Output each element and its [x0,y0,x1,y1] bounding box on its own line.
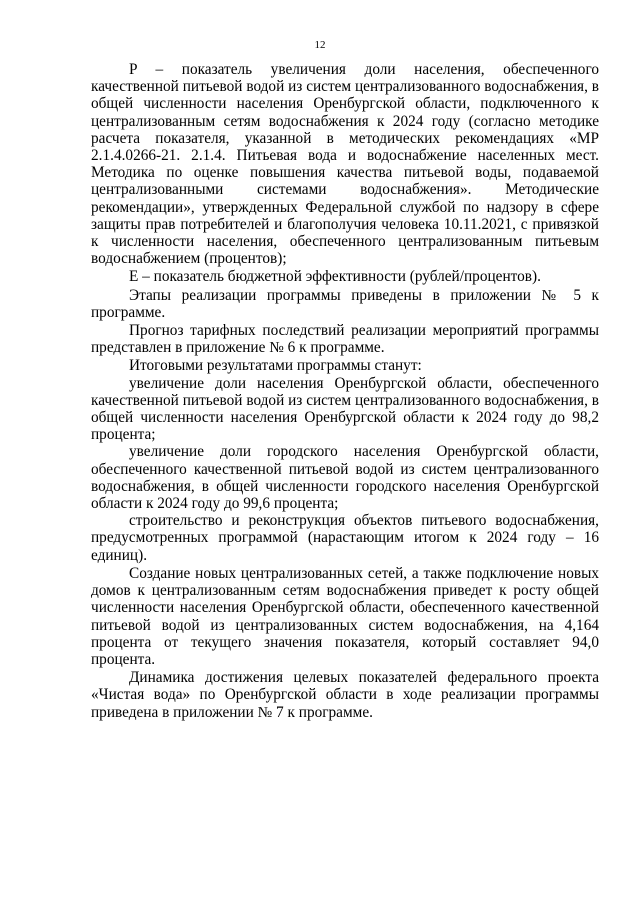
paragraph-result-construction: строительство и реконструкция объектов питьевого водоснабжения, предусмотренных программой (нарастающим итогом к 2024 году – 16 единиц). [91,512,599,564]
paragraph-results-intro: Итоговыми результатами программы станут: [129,357,422,375]
paragraph-result-urban: увеличение доли городского населения Оренбургской области, обеспеченного качественной питьевой водой из систем централизованного водоснабжения, в общей численности городского населения Оренбургской области к 2024 году до 99,6 процента; [91,443,599,513]
paragraph-tariff-forecast: Прогноз тарифных последствий реализации мероприятий программы представлен в приложение № 6 к программе. [91,322,599,357]
paragraph-result-population: увеличение доли населения Оренбургской области, обеспеченного качественной питьевой водой из систем централизованного водоснабжения, в общей численности населения Оренбургской области к 2024 году до 98,2 процента; [91,374,599,444]
paragraph-e-definition: E – показатель бюджетной эффективности (рублей/процентов). [129,268,541,286]
paragraph-dynamics: Динамика достижения целевых показателей федерального проекта «Чистая вода» по Оренбургской области в ходе реализации программы приведена в приложении № 7 к программе. [91,669,599,721]
paragraph-p-definition: P – показатель увеличения доли населения, обеспеченного качественной питьевой водой из систем централизованного водоснабжения, в общей численности населения Оренбургской области, подключенного к централизованным сетям водоснабжения к 2024 году (согласно методике расчета показателя, указанной в методических рекомендациях «МР 2.1.4.0266-21. 2.1.4. Питьевая вода и водоснабжение населенных мест. Методика по оценке повышения качества питьевой воды, подаваемой централизованными системами водоснабжения». Методические рекомендации», утвержденных Федеральной службой по надзору в сфере защиты прав потребителей и благополучия человека 10.11.2021, с привязкой к численности населения, обеспеченного централизованным питьевым водоснабжением (процентов); [91,61,599,268]
page-number: 12 [314,39,326,51]
document-body [91,61,599,721]
paragraph-stages: Этапы реализации программы приведены в приложении № 5 к программе. [91,286,599,321]
paragraph-new-networks: Создание новых централизованных сетей, а также подключение новых домов к централизованным сетям водоснабжения приведет к росту общей численности населения Оренбургской области, обеспеченного качественной питьевой водой из централизованных систем водоснабжения, на 4,164 процента от текущего значения показателя, который составляет 94,0 процента. [91,564,599,668]
